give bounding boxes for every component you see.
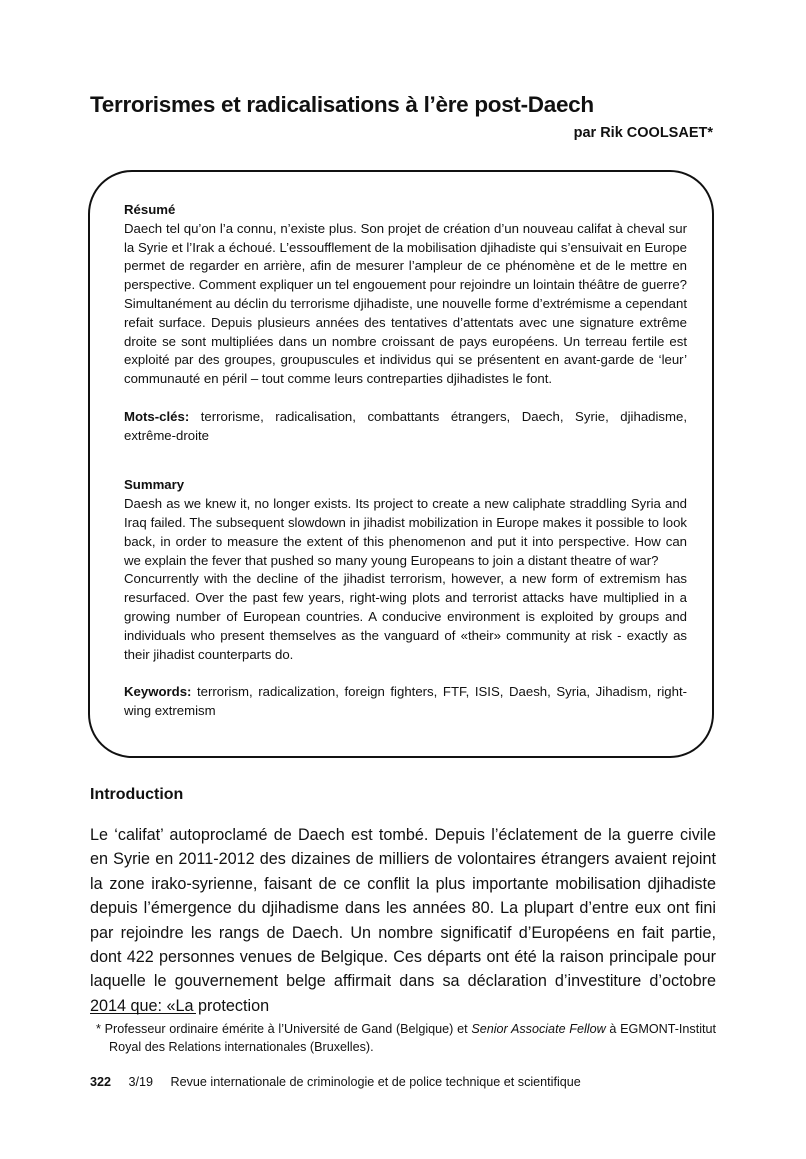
journal-name: Revue internationale de criminologie et de police technique et scientifique	[170, 1075, 581, 1089]
page-number: 322	[90, 1075, 112, 1089]
keywords-en-label: Keywords:	[124, 684, 192, 700]
page-footer	[90, 1075, 595, 1089]
abstract-fr-paragraph: Daech tel qu’on l’a connu, n’existe plus. Son projet de création d’un nouveau califat à cheval sur la Syrie et l’Irak a échoué. L’essoufflement de la mobilisation djihadiste qui s’ensuivait en Europe permet de regarder en arrière, afin de mesurer l’ampleur de ce phénomène et de le mettre en perspective. Comment expliquer un tel engouement pour rejoindre un lointain théâtre de guerre?	[124, 220, 688, 293]
footnote-marker: *	[96, 1022, 101, 1036]
footnote	[96, 1020, 716, 1056]
footnote-italic-text: Senior Associate Fellow	[471, 1022, 606, 1036]
issue-number: 3/19	[128, 1075, 154, 1089]
keywords-fr-label: Mots-clés:	[124, 408, 190, 424]
abstract-fr-paragraph: Simultanément au déclin du terrorisme djihadiste, une nouvelle forme d’extrémisme a cependant refait surface. Depuis plusieurs années des tentatives d’attentats avec une signature extrême droite se sont multipliées dans un nombre croissant de pays européens. Un terreau fertile est exploité par des groupes, groupuscules et individus qui se présentent en avant-garde de ‘leur’ communauté en péril – tout comme leurs contreparties djihadistes le font.	[124, 295, 687, 387]
abstract-en-keywords	[124, 683, 687, 721]
introduction-body: Le ‘califat’ autoproclamé de Daech est tombé. Depuis l’éclatement de la guerre civile en Syrie en 2011-2012 des dizaines de milliers de volontaires étrangers avaient rejoint la zone irako-syrienne, faisant de ce conflit la plus importante mobilisation djihadiste depuis l’émergence du djihadisme dans les années 80. La plupart d’entre eux ont fini par rejoindre les rangs de Daech. Un nombre significatif d’Européens en fait partie, dont 422 personnes venues de Belgique. Ces départs ont été la raison principale pour laquelle le gouvernement belge affirmait dans sa déclaration d’investiture d’octobre 2014 que: «La protection	[90, 826, 716, 1015]
footnote-divider	[90, 1013, 196, 1014]
footnote-text-end: à EGMONT-Institut Royal des Relations internationales (Bruxelles).	[109, 1022, 716, 1054]
introduction-heading: Introduction	[90, 786, 184, 803]
abstract-box	[88, 170, 714, 758]
article-title: Terrorismes et radicalisations à l’ère post-Daech	[90, 92, 594, 117]
article-author: par Rik COOLSAET*	[573, 125, 713, 141]
keywords-fr-list: terrorisme, radicalisation, combattants étrangers, Daech, Syrie, djihadisme, extrême-droite	[124, 408, 687, 443]
keywords-en-list: terrorism, radicalization, foreign fighters, FTF, ISIS, Daesh, Syria, Jihadism, right-wing extremism	[124, 684, 687, 718]
abstract-en-paragraph: Concurrently with the decline of the jihadist terrorism, however, a new form of extremism has resurfaced. Over the past few years, right-wing plots and terrorist attacks have multiplied in a growing number of European countries. A conducive environment is exploited by groups and individuals who present themselves as the vanguard of «their» community at risk - exactly as their jihadist counterparts do.	[124, 571, 687, 662]
abstract-content	[124, 201, 687, 721]
abstract-en-paragraph: Daesh as we knew it, no longer exists. Its project to create a new caliphate straddling Syria and Iraq failed. The subsequent slowdown in jihadist mobilization in Europe makes it possible to look back, in order to measure the extent of this phenomenon and put it into perspective. How can we explain the fever that pushed so many young Europeans to join a distant theatre of war?	[124, 496, 687, 568]
abstract-fr-keywords	[124, 408, 687, 446]
abstract-fr-heading: Résumé	[124, 202, 176, 217]
abstract-en-heading: Summary	[124, 477, 185, 493]
footnote-text: Professeur ordinaire émérite à l’Université de Gand (Belgique) et	[100, 1022, 472, 1036]
